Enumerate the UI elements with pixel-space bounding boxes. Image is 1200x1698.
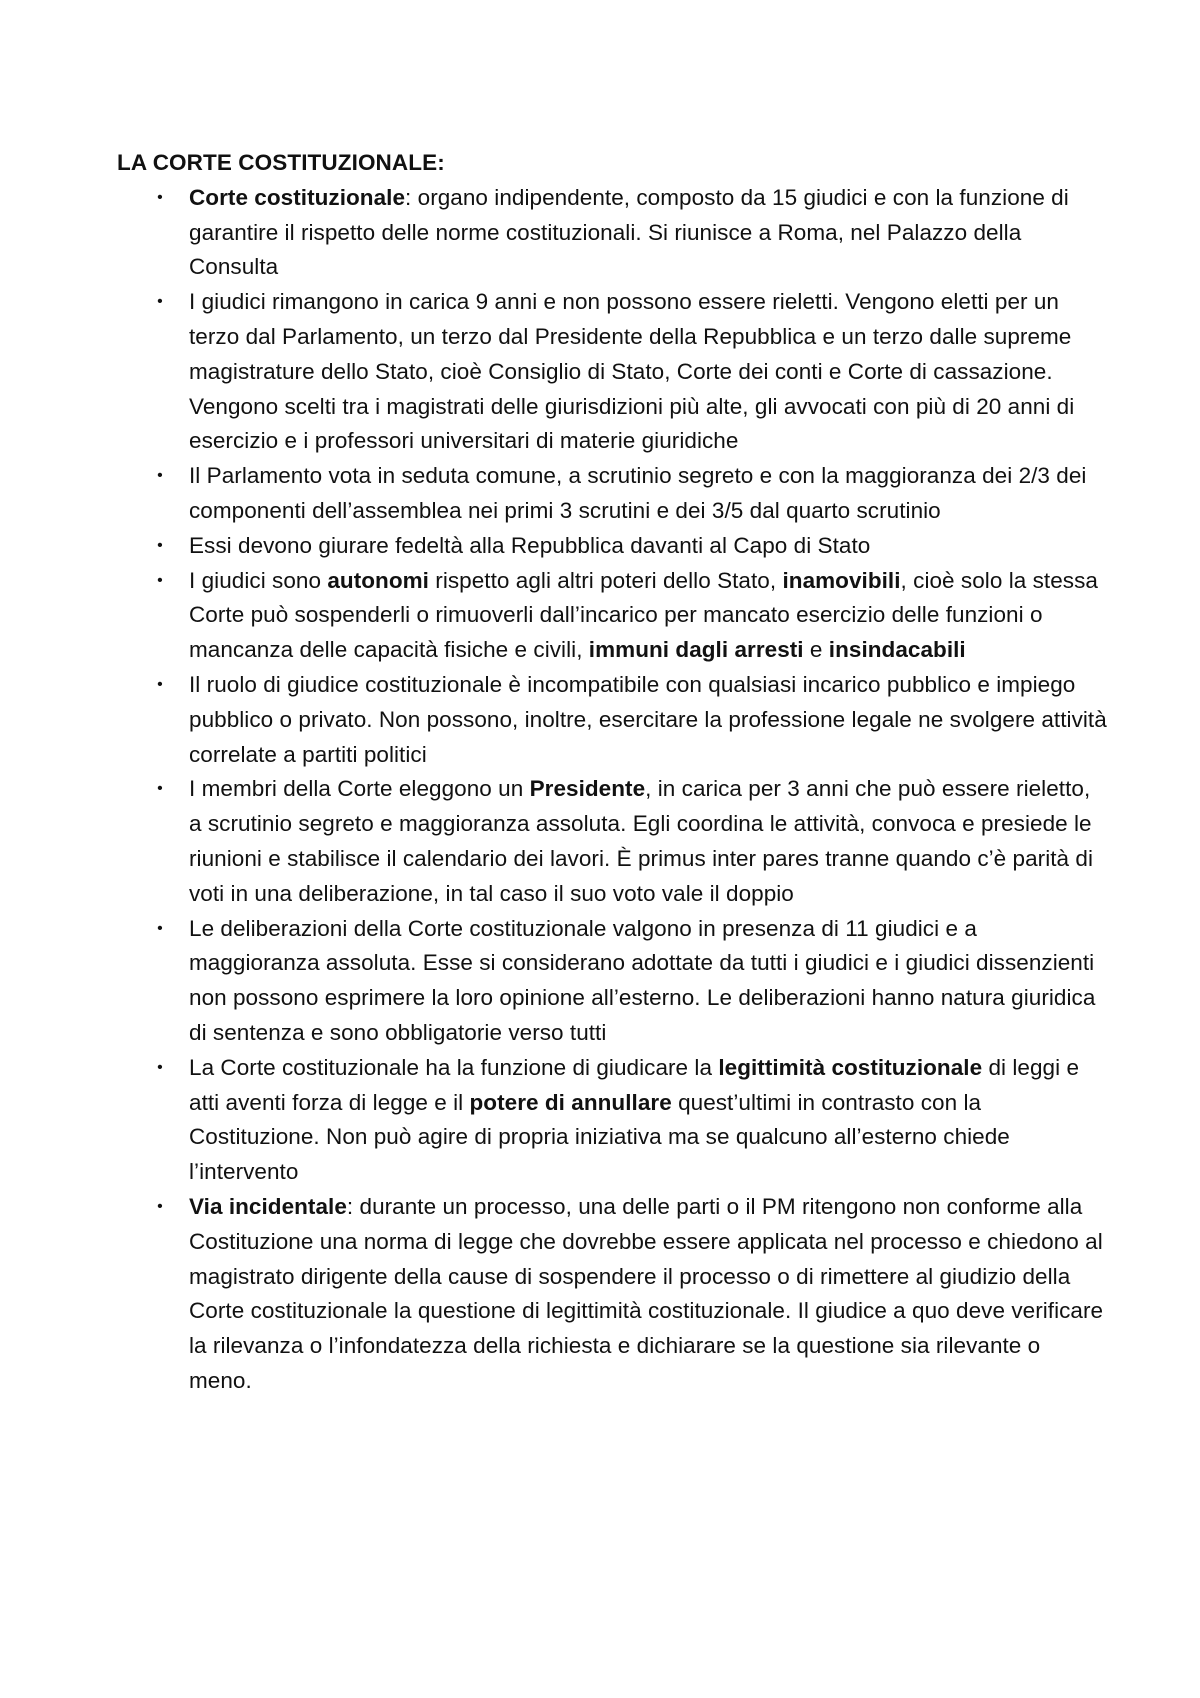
bold-term: immuni dagli arresti: [588, 637, 804, 663]
document-body: [117, 146, 1107, 1399]
bullet-icon: •: [157, 675, 163, 693]
list-item: [117, 529, 1107, 564]
list-item: [117, 772, 1107, 911]
document-title: LA CORTE COSTITUZIONALE:: [117, 150, 445, 175]
list-item: [117, 912, 1107, 1051]
text-run: : organo indipendente, composto da 15 giudici e con la funzione di garantire il rispetto delle norme costituzionali. Si riunisce a Roma, nel Palazzo della Consulta: [189, 184, 1069, 280]
bullet-icon: •: [157, 1197, 163, 1215]
list-item: [117, 285, 1107, 459]
list-item-text: [189, 672, 1107, 767]
bold-term: inamovibili: [782, 567, 901, 593]
text-run: , in carica per 3 anni che può essere rieletto, a scrutinio segreto e maggioranza assoluta. Egli coordina le attività, convoca e presiede le riunioni e stabilisce il calendario dei lavori. È primus inter pares tranne quando c’è parità di voti in una deliberazione, in tal caso il suo voto vale il doppio: [189, 776, 1094, 906]
text-run: I membri della Corte eleggono un: [189, 776, 530, 802]
list-item: [117, 668, 1107, 772]
text-run: : durante un processo, una delle parti o il PM ritengono non conforme alla Costituzione una norma di legge che dovrebbe essere applicata nel processo e chiedono al magistrato dirigente della cause di sospendere il processo o di rimettere al giudizio della Corte costituzionale la questione di legittimità costituzionale. Il giudice a quo deve verificare la rilevanza o l’infondatezza della richiesta e dichiarare se la questione sia rilevante o meno.: [189, 1193, 1104, 1393]
bold-term: legittimità costituzionale: [718, 1054, 983, 1080]
text-run: Essi devono giurare fedeltà alla Repubblica davanti al Capo di Stato: [189, 532, 871, 558]
text-run: rispetto agli altri poteri dello Stato,: [428, 567, 783, 593]
bullet-icon: •: [157, 780, 163, 798]
text-run: quest’ultimi in contrasto con la Costituzione. Non può agire di propria iniziativa ma se qualcuno all’esterno chiede l’intervento: [189, 1089, 1010, 1185]
list-item: [117, 564, 1107, 668]
bold-term: Corte costituzionale: [189, 184, 406, 210]
bold-term: Presidente: [529, 776, 646, 802]
bullet-icon: •: [157, 536, 163, 554]
bold-term: insindacabili: [828, 637, 966, 663]
text-run: di leggi e atti aventi forza di legge e il: [189, 1054, 1080, 1115]
list-item-text: [189, 1194, 1103, 1393]
bullet-icon: •: [157, 1058, 163, 1076]
list-item-text: [189, 185, 1069, 280]
bullet-icon: •: [157, 293, 163, 311]
bold-term: potere di annullare: [469, 1089, 672, 1115]
bold-term: Via incidentale: [189, 1193, 347, 1219]
list-item-text: [189, 533, 870, 558]
bold-term: autonomi: [327, 567, 429, 593]
list-item: [117, 459, 1107, 529]
bullet-icon: •: [157, 571, 163, 589]
bullet-list: [117, 181, 1107, 1399]
list-item-text: [189, 1055, 1079, 1184]
text-run: I giudici rimangono in carica 9 anni e non possono essere rieletti. Vengono eletti per un terzo dal Parlamento, un terzo dal Presidente della Repubblica e un terzo dalle supreme magistrature dello Stato, cioè Consiglio di Stato, Corte dei conti e Corte di cassazione. Vengono scelti tra i magistrati delle giurisdizioni più alte, gli avvocati con più di 20 anni di esercizio e i professori universitari di materie giuridiche: [189, 289, 1075, 454]
text-run: Il ruolo di giudice costituzionale è incompatibile con qualsiasi incarico pubblico e impiego pubblico o privato. Non possono, inoltre, esercitare la professione legale ne svolgere attività correlate a partiti politici: [189, 671, 1107, 767]
text-run: e: [803, 637, 829, 663]
list-item: [117, 1190, 1107, 1399]
text-run: I giudici sono: [189, 567, 328, 593]
list-item-text: [189, 916, 1095, 1045]
text-run: , cioè solo la stessa Corte può sospenderli o rimuoverli dall’incarico per mancato esercizio delle funzioni o mancanza delle capacità fisiche e civili,: [189, 567, 1098, 663]
list-item-text: [189, 289, 1074, 453]
list-item-text: [189, 463, 1086, 523]
bullet-icon: •: [157, 188, 163, 206]
list-item: [117, 181, 1107, 285]
bullet-icon: •: [157, 467, 163, 485]
text-run: Il Parlamento vota in seduta comune, a scrutinio segreto e con la maggioranza dei 2/3 dei componenti dell’assemblea nei primi 3 scrutini e dei 3/5 dal quarto scrutinio: [189, 463, 1087, 523]
list-item: [117, 1051, 1107, 1190]
list-item-text: [189, 776, 1093, 905]
list-item-text: [189, 568, 1098, 663]
bullet-icon: •: [157, 919, 163, 937]
text-run: Le deliberazioni della Corte costituzionale valgono in presenza di 11 giudici e a maggioranza assoluta. Esse si considerano adottate da tutti i giudici e i giudici dissenzienti non possono esprimere la loro opinione all’esterno. Le deliberazioni hanno natura giuridica di sentenza e sono obbligatorie verso tutti: [189, 915, 1096, 1045]
text-run: La Corte costituzionale ha la funzione di giudicare la: [189, 1054, 719, 1080]
